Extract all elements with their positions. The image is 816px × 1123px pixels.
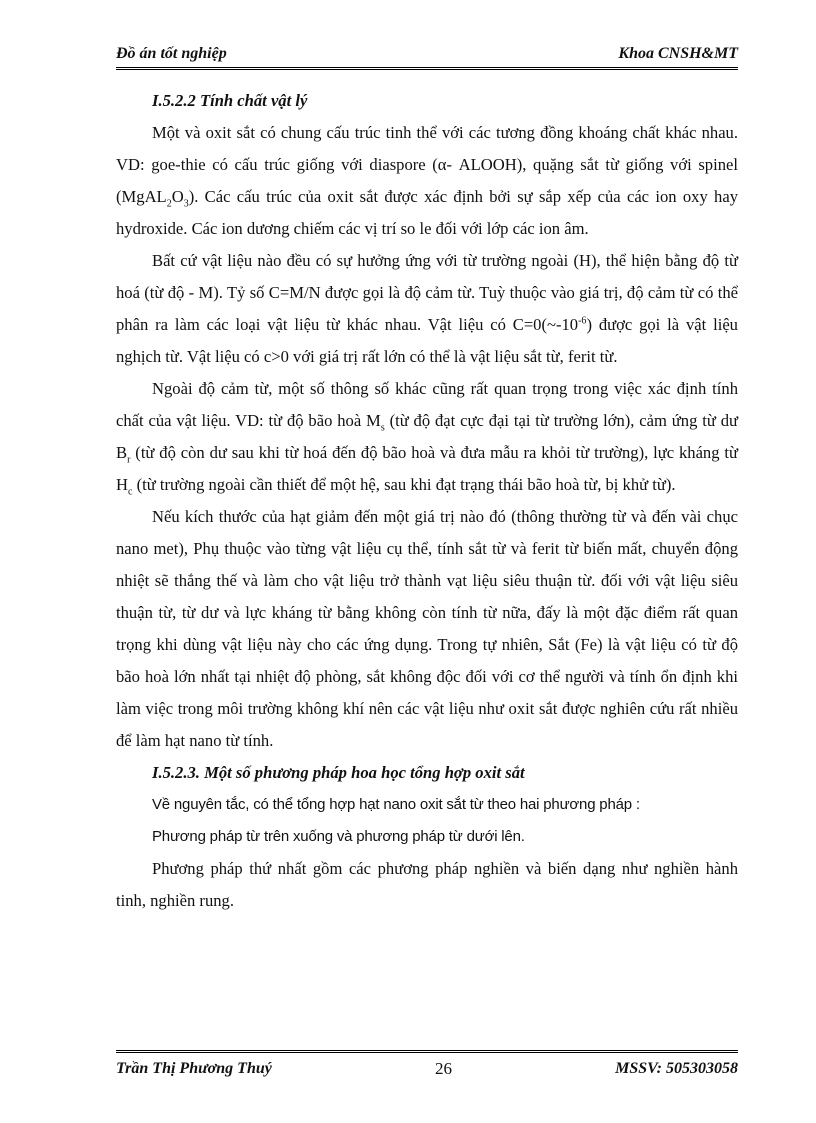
footer-page-number: 26 — [435, 1059, 452, 1078]
paragraph-magnetic-parameters — [116, 373, 738, 501]
text-run: Bất cứ vật liệu nào đều có sự hưởng ứng với từ trường ngoài (H), thể hiện bằng độ từ hoá (từ độ - M). Tỷ số C=M/N được gọi là độ cảm từ. Tuỳ thuộc vào giá trị, độ cảm từ có thể phân ra làm các loại vật liệu từ khác nhau. Vật liệu có C=0(~-10 — [116, 251, 738, 334]
superscript: -6 — [578, 315, 587, 327]
page-footer — [116, 1050, 738, 1079]
page-header — [116, 40, 738, 70]
text-run: O — [171, 187, 184, 206]
header-left-text: Đồ án tốt nghiệp — [116, 45, 227, 62]
text-run: Một và oxit sắt có chung cấu trúc tinh thể với các tương đồng khoáng chất khác nhau. VD: goe-thie có cấu trúc giống với diaspore (α- ALOOH), quặng sắt từ giống với spinel (MgAL — [116, 123, 738, 206]
text-run: (từ độ đạt cực đại tại từ trường lớn), cảm ứng từ dư B — [116, 411, 738, 462]
page-content — [116, 85, 738, 917]
text-run: Ngoài độ cảm từ, một số thông số khác cũng rất quan trọng trong việc xác định tính chất của vật liệu. VD: từ độ bão hoà M — [116, 379, 738, 430]
text-run: ) được gọi là vật liệu nghịch từ. Vật liệu có c>0 với giá trị rất lớn có thể là vật liệu sắt từ, ferit từ. — [116, 315, 738, 366]
subscript: r — [127, 454, 131, 466]
text-run: ). Các cấu trúc của oxit sắt được xác định bởi sự sắp xếp của các ion oxy hay hydroxide. Các ion dương chiếm các vị trí so le đối với lớp các ion âm. — [116, 187, 738, 238]
paragraph-superparamagnetism: Nếu kích thước của hạt giảm đến một giá trị nào đó (thông thường từ và đến vài chục nano met), Phụ thuộc vào từng vật liệu cụ thể, tính sắt từ và ferit từ biến mất, chuyển động nhiệt sẽ thắng thế và làm cho vật liệu trở thành vạt liệu siêu thuận từ. đối với vật liệu siêu thuận từ, từ dư và lực kháng từ bằng không còn tính từ nữa, đấy là một đặc điểm rất quan trọng khi dùng vật liệu này cho các ứng dụng. Trong tự nhiên, Sắt (Fe) là vật liệu có từ độ bão hoà lớn nhất tại nhiệt độ phòng, sắt không độc đối với cơ thể người và tính ổn định khi làm việc trong môi trường không khí nên các vật liệu như oxit sắt được nghiên cứu rất nhiều để làm hạt nano từ tính. — [116, 507, 738, 750]
paragraph-magnetic-susceptibility — [116, 245, 738, 373]
subscript: c — [127, 486, 133, 498]
footer-author: Trần Thị Phương Thuý — [116, 1060, 272, 1077]
footer-student-id: MSSV: 505303058 — [615, 1060, 738, 1077]
text-run: (từ độ còn dư sau khi từ hoá đến độ bão hoà và đưa mẫu ra khỏi từ trường), lực kháng từ H — [116, 443, 738, 494]
paragraph-synthesis-principle: Về nguyên tắc, có thể tổng hợp hạt nano oxit sắt từ theo hai phương pháp : — [152, 796, 640, 813]
subscript: s — [380, 422, 385, 434]
text-run: (từ trường ngoài cần thiết để một hệ, sau khi đạt trạng thái bão hoà từ, bị khử từ). — [132, 475, 676, 494]
header-right-text: Khoa CNSH&MT — [618, 45, 738, 62]
paragraph-top-down-bottom-up: Phương pháp từ trên xuống và phương pháp từ dưới lên. — [152, 828, 525, 845]
subscript: 2 — [166, 198, 172, 210]
section-heading-synthesis-methods: I.5.2.3. Một số phương pháp hoa học tổng hợp oxit sắt — [152, 763, 525, 782]
section-heading-physical-properties: I.5.2.2 Tính chất vật lý — [152, 91, 308, 110]
paragraph-first-method: Phương pháp thứ nhất gồm các phương pháp nghiền và biến dạng như nghiền hành tinh, nghiền rung. — [116, 859, 738, 910]
paragraph-crystal-structure — [116, 117, 738, 245]
subscript: 3 — [183, 198, 189, 210]
